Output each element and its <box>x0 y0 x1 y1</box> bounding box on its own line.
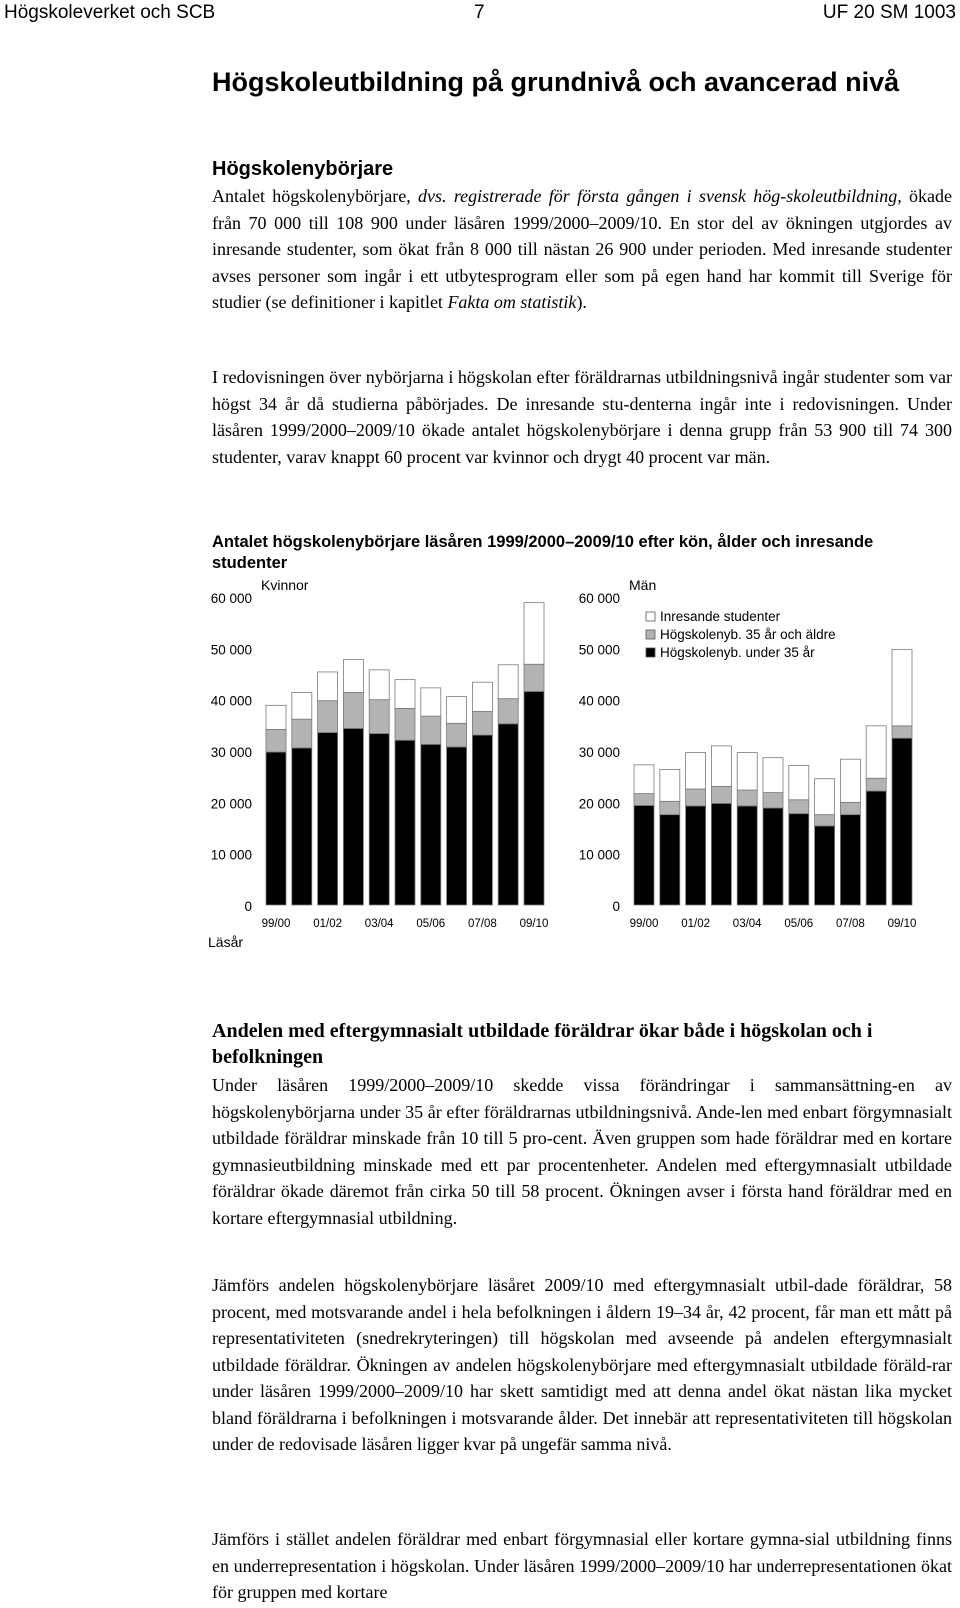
bar-segment <box>472 682 492 711</box>
bar-segment <box>318 672 338 701</box>
chart-title: Antalet högskolenybörjare läsåren 1999/2000–2009/10 efter kön, ålder och inresande studenter <box>212 533 874 572</box>
bar-segment <box>421 716 441 744</box>
x-tick-label: 03/04 <box>364 918 394 930</box>
bar-segment <box>395 740 415 905</box>
y-tick-label: 0 <box>244 899 252 914</box>
bar-segment <box>711 786 731 803</box>
y-tick-label: 20 000 <box>210 796 252 812</box>
bar-segment <box>369 670 389 700</box>
bar-segment <box>866 778 886 791</box>
legend-label: Högskolenyb. under 35 år <box>660 645 815 660</box>
y-tick-label: 60 000 <box>210 591 252 606</box>
paragraph-intro <box>212 183 952 316</box>
x-tick-label: 07/08 <box>468 918 497 930</box>
bar-segment <box>343 728 363 905</box>
bar-segment <box>524 664 544 691</box>
x-tick-label: 01/02 <box>313 918 342 930</box>
paragraph-comparison: Jämförs andelen högskolenybörjare läsåret 2009/10 med eftergymnasialt utbil-dade föräldrar, 58 procent, med motsvarande andel i hela befolkningen i åldern 19–34 år, 42 procent, får man ett mått på representativiteten (snedrekryteringen) till högskolan med avseende på andelen eftergymnasialt utbildade föräldrar. Ökningen av andelen högskolenybörjare med eftergymnasialt utbildade föräld-rar under läsåren 1999/2000–2009/10 har skett samtidigt med att denna andel ökat nästan lika mycket bland föräldrarna i befolkningen i motsvarande ålder. Det innebär att representativiteten till högskolan under de redovisade läsåren ligger kvar på ungefär samma nivå. <box>212 1275 952 1454</box>
bar-segment <box>634 805 654 905</box>
x-tick-label: 09/10 <box>519 918 549 930</box>
y-tick-label: 50 000 <box>578 642 620 658</box>
bar-segment <box>447 747 467 905</box>
bar-segment <box>866 726 886 778</box>
y-tick-label: 40 000 <box>210 693 252 709</box>
bar-segment <box>421 744 441 905</box>
bar-segment <box>395 680 415 709</box>
bar-segment <box>892 649 912 725</box>
x-tick-label: 01/02 <box>681 918 710 930</box>
bar-segment <box>498 699 518 724</box>
bar-segment <box>686 806 706 905</box>
bar-segment <box>866 791 886 905</box>
legend-swatch <box>646 630 655 639</box>
paragraph-reporting: I redovisningen över nybörjarna i högskolan efter föräldrarnas utbildningsnivå ingår studenter som var högst 34 år då studierna påbörjades. De inresande stu-denterna ingår inte i redovisningen. Under läsåren 1999/2000–2009/10 ökade antalet högskolenybörjare i denna grupp från 53 900 till 74 300 studenter, varav knappt 60 procent var kvinnor och drygt 40 procent var män. <box>212 367 952 467</box>
section-heading-2: Andelen med eftergymnasialt utbildade föräldrar ökar både i högskolan och i befolkningen <box>212 1020 873 1068</box>
y-tick-label: 10 000 <box>210 847 252 863</box>
page-title: Högskoleutbildning på grundnivå och avancerad nivå <box>212 67 900 97</box>
bar-segment <box>711 746 731 787</box>
bar-segment <box>840 759 860 802</box>
bar-segment <box>524 603 544 665</box>
bar-segment <box>660 769 680 801</box>
legend-swatch <box>646 648 655 657</box>
x-axis-label: Läsår <box>208 934 244 950</box>
bar-segment <box>343 660 363 693</box>
bar-segment <box>447 723 467 747</box>
bar-segment <box>686 753 706 789</box>
x-tick-label: 03/04 <box>732 918 762 930</box>
bar-segment <box>840 802 860 814</box>
bar-segment <box>343 692 363 728</box>
bar-segment <box>815 826 835 905</box>
paragraph-intro-italic-ref: Fakta om statistik <box>447 292 577 312</box>
bar-segment <box>266 729 286 752</box>
y-tick-label: 50 000 <box>210 642 252 658</box>
y-tick-label: 30 000 <box>578 745 620 760</box>
page-header <box>0 0 960 28</box>
bar-segment <box>292 719 312 748</box>
paragraph-intro-text-b: ökade från 70 000 till 108 900 under läsåren 1999/2000–2009/10. En stor del av ökningen utgjordes av inresande studenter, som ökat från 8 000 till nästan 26 900 under perioden. Med inresande studenter avses personer som ingår i ett utbytesprogram eller som på egen hand har kommit till Sverige för studier (se definitioner i kapitlet <box>212 186 952 312</box>
x-tick-label: 99/00 <box>629 918 659 930</box>
bar-segment <box>369 700 389 734</box>
bar-segment <box>892 738 912 905</box>
bar-segment <box>763 793 783 808</box>
bar-segment <box>266 752 286 905</box>
bar-segment <box>789 800 809 814</box>
bar-segment <box>892 726 912 738</box>
bar-segment <box>292 692 312 719</box>
x-tick-label: 05/06 <box>784 918 814 930</box>
header-report-id: UF 20 SM 1003 <box>822 2 956 23</box>
section-heading: Högskolenybörjare <box>212 158 394 180</box>
bar-segment <box>815 779 835 815</box>
bar-segment <box>840 815 860 905</box>
paragraph-intro-text-a: Antalet högskolenybörjare, <box>212 186 419 206</box>
bar-segment <box>763 758 783 793</box>
bar-segment <box>815 815 835 826</box>
bar-segment <box>660 815 680 905</box>
y-tick-label: 30 000 <box>210 745 252 760</box>
bar-segment <box>498 724 518 905</box>
panel-label: Kvinnor <box>261 580 309 593</box>
bar-segment <box>498 665 518 699</box>
panel-label: Män <box>629 580 657 593</box>
bar-segment <box>634 765 654 794</box>
y-tick-label: 40 000 <box>578 693 620 709</box>
bar-segment <box>421 688 441 716</box>
paragraph-changes: Under läsåren 1999/2000–2009/10 skedde vissa förändringar i sammansättning-en av högskolenybörjarna under 35 år efter föräldrarnas utbildningsnivå. Ande-len med enbart förgymnasialt utbildade föräldrar minskade från 10 till 5 pro-cent. Även gruppen som hade föräldrar med en kortare gymnasieutbildning minskade med ett par procentenheter. Andelen med eftergymnasialt utbildade föräldrar ökade däremot från cirka 50 till 58 procent. Ökningen avser i första hand föräldrar med en kortare eftergymnasial utbildning. <box>212 1075 952 1228</box>
bar-segment <box>472 735 492 905</box>
bar-segment <box>789 765 809 799</box>
legend-label: Högskolenyb. 35 år och äldre <box>660 627 836 642</box>
header-publisher: Högskoleverket och SCB <box>4 2 216 23</box>
x-tick-label: 99/00 <box>261 918 291 930</box>
bar-segment <box>737 790 757 806</box>
bar-segment <box>789 814 809 905</box>
bar-segment <box>472 711 492 735</box>
y-tick-label: 10 000 <box>578 847 620 863</box>
bar-segment <box>266 705 286 729</box>
bar-segment <box>686 789 706 806</box>
bar-segment <box>634 794 654 806</box>
x-tick-label: 05/06 <box>416 918 446 930</box>
paragraph-underrepresentation: Jämförs i stället andelen föräldrar med enbart förgymnasial eller kortare gymna-sial utbildning finns en underrepresentation i högskolan. Under läsåren 1999/2000–2009/10 har underrepresentationen ökat för gruppen med kortare <box>212 1529 952 1602</box>
bar-segment <box>660 801 680 814</box>
header-page-number: 7 <box>474 2 485 23</box>
y-tick-label: 0 <box>612 899 620 914</box>
bar-segment <box>737 753 757 790</box>
bar-segment <box>318 701 338 733</box>
stacked-bar-chart <box>200 580 940 960</box>
bar-segment <box>292 748 312 905</box>
bar-segment <box>737 806 757 905</box>
bar-segment <box>447 697 467 724</box>
bar-segment <box>524 691 544 905</box>
legend-label: Inresande studenter <box>660 609 781 624</box>
bar-segment <box>763 808 783 905</box>
bar-segment <box>395 708 415 740</box>
bar-segment <box>711 803 731 905</box>
y-tick-label: 60 000 <box>578 591 620 606</box>
legend-swatch <box>646 612 655 621</box>
bar-segment <box>318 733 338 905</box>
x-tick-label: 07/08 <box>836 918 865 930</box>
paragraph-intro-italic: dvs. registrerade för första gången i svensk hög-skoleutbildning, <box>418 186 902 206</box>
bar-segment <box>369 734 389 905</box>
y-tick-label: 20 000 <box>578 796 620 812</box>
x-tick-label: 09/10 <box>887 918 917 930</box>
paragraph-intro-text-c: ). <box>576 292 587 312</box>
